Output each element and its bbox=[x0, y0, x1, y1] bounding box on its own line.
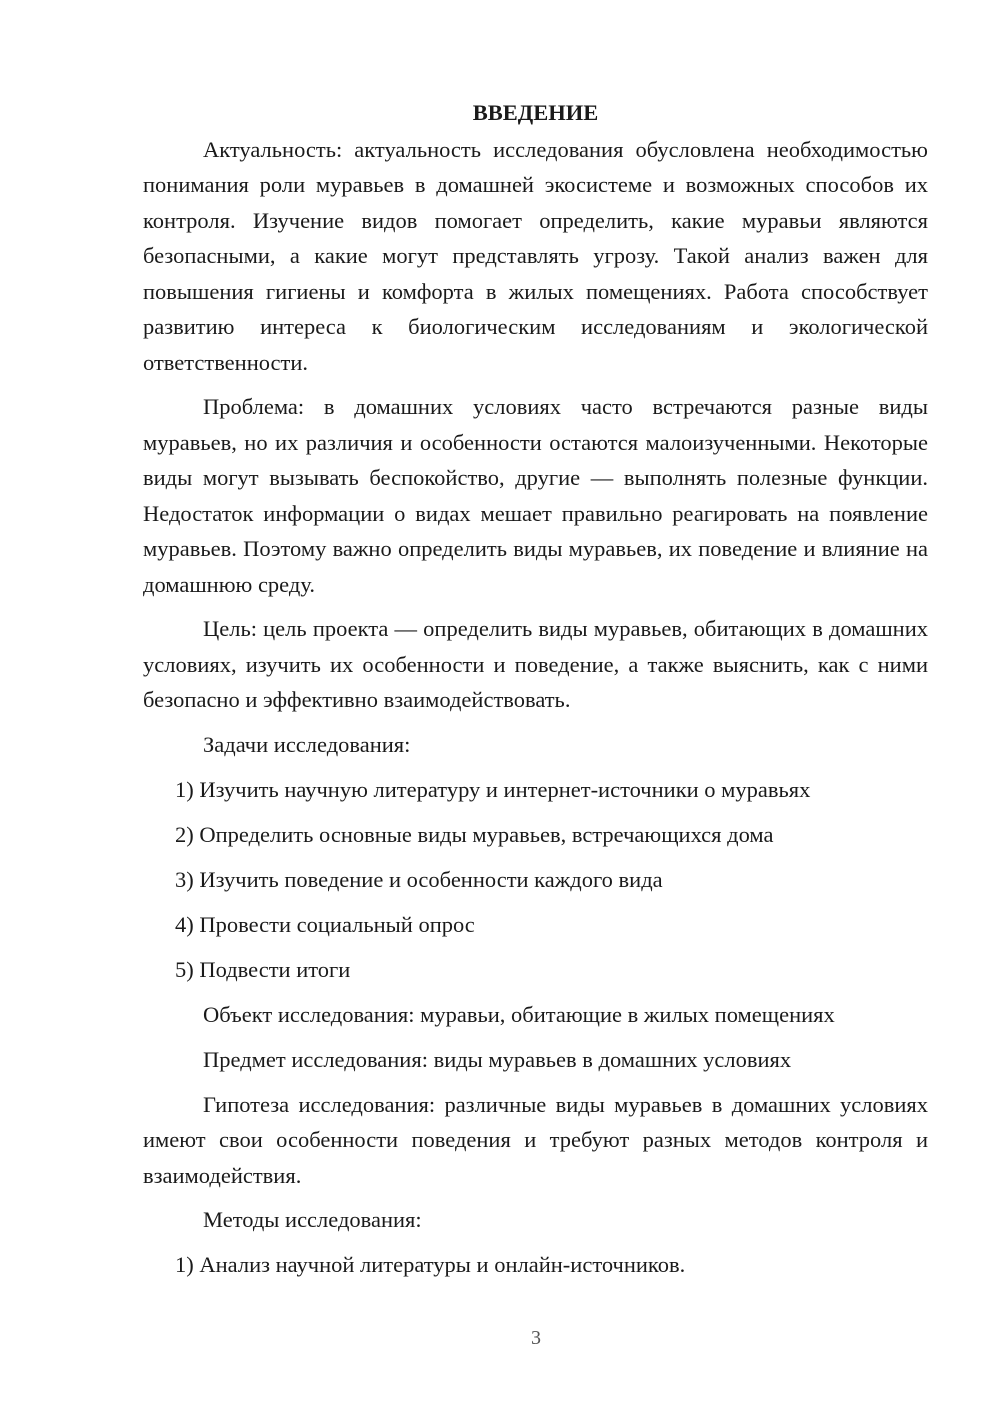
list-item: 1) Изучить научную литературу и интернет-источники о муравьях bbox=[175, 776, 811, 802]
page-number: 3 bbox=[531, 1327, 541, 1349]
relevance-paragraph: Актуальность: актуальность исследования обусловлена необходимостью понимания роли муравьев в домашней экосистеме и возможных способов их контроля. Изучение видов помогает определить, какие муравьи являются безопасными, а какие могут представлять угрозу. Такой анализ важен для повышения гигиены и комфорта в жилых помещениях. Работа способствует развитию интереса к биологическим исследованиям и экологической ответственности. bbox=[143, 136, 928, 375]
problem-paragraph: Проблема: в домашних условиях часто встречаются разные виды муравьев, но их различия и особенности остаются малоизученными. Некоторые виды могут вызывать беспокойство, другие — выполнять полезные функции. Недостаток информации о видах мешает правильно реагировать на появление муравьев. Поэтому важно определить виды муравьев, их поведение и влияние на домашнюю среду. bbox=[143, 394, 928, 597]
page-title: ВВЕДЕНИЕ bbox=[472, 100, 599, 125]
methods-list bbox=[143, 1247, 928, 1283]
goal-paragraph: Цель: цель проекта — определить виды муравьев, обитающих в домашних условиях, изучить их особенности и поведение, а также выяснить, как с ними безопасно и эффективно взаимодействовать. bbox=[143, 616, 928, 712]
tasks-list bbox=[143, 772, 928, 988]
list-item: 4) Провести социальный опрос bbox=[175, 911, 475, 937]
tasks-heading: Задачи исследования: bbox=[203, 731, 411, 757]
list-item: 1) Анализ научной литературы и онлайн-источников. bbox=[175, 1252, 686, 1277]
list-item: 5) Подвести итоги bbox=[175, 956, 351, 982]
list-item: 3) Изучить поведение и особенности каждого вида bbox=[175, 866, 663, 892]
methods-heading: Методы исследования: bbox=[203, 1207, 422, 1232]
page-content bbox=[143, 95, 928, 1292]
list-item: 2) Определить основные виды муравьев, встречающихся дома bbox=[175, 821, 774, 847]
research-subject: Предмет исследования: виды муравьев в домашних условиях bbox=[203, 1046, 792, 1072]
research-object: Объект исследования: муравьи, обитающие в жилых помещениях bbox=[203, 1001, 835, 1027]
hypothesis-paragraph: Гипотеза исследования: различные виды муравьев в домашних условиях имеют свои особенности поведения и требуют разных методов контроля и взаимодействия. bbox=[143, 1091, 928, 1188]
